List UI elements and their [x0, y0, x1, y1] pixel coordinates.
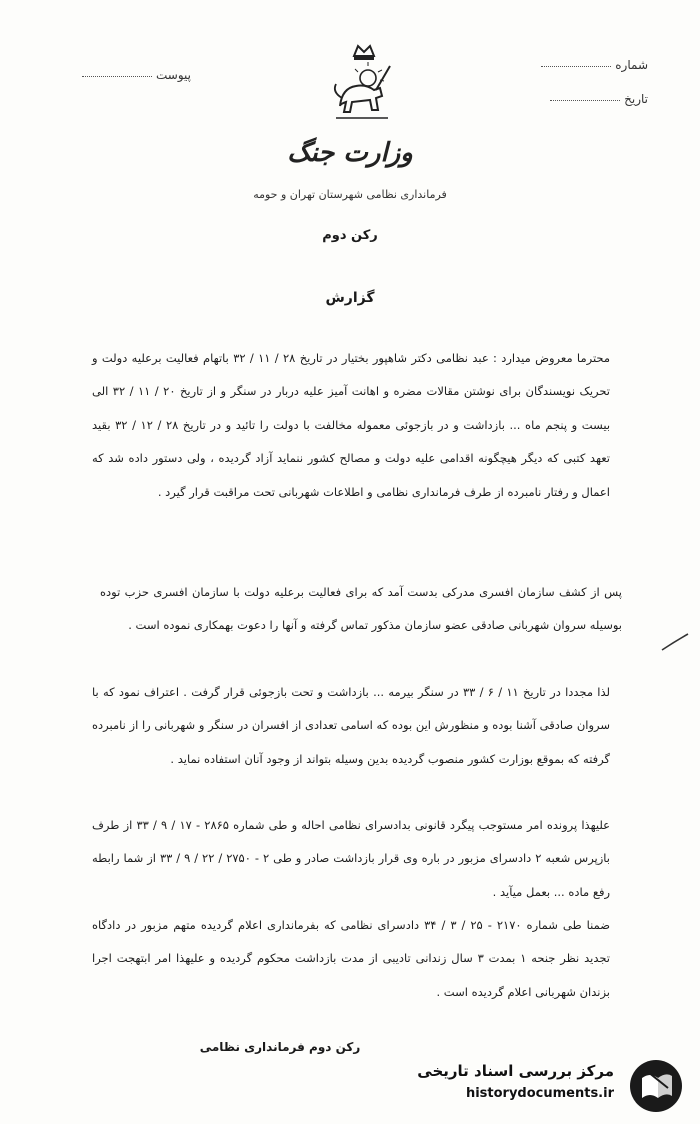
paragraph-1: محترما معروض میدارد : عبد نظامی دکتر شاهپور بختیار در تاریخ ۲۸ / ۱۱ / ۳۲ باتهام فعالیت برعلیه دولت و تحریک نویسندگان برای نوشتن مقالات مضره و اهانت آمیز علیه دربار در سنگر و از تاریخ ۲۰ / ۱۱ / ۳۲ الی بیست و پنجم ماه ... بازداشت و در بازجوئی معموله مخالفت با دولت را تائید و در تاریخ ۲۸ / ۱۲ / ۳۲ بقید تعهد کتبی که دیگر هیچگونه اقدامی علیه دولت و مصالح کشور ننماید آزاد گردیده ، ولی دستور داده شد که اعمال و رفتار نامبرده از طرف فرمانداری نظامی و اطلاعات شهربانی تحت مراقبت قرار گیرد . — [92, 351, 611, 499]
number-label: شماره — [615, 58, 648, 72]
date-field — [546, 92, 648, 106]
attachment-field — [78, 68, 191, 82]
department-name: رکن دوم — [322, 228, 378, 243]
archive-logo-icon — [628, 1058, 684, 1114]
number-blank — [541, 66, 611, 67]
watermark — [408, 1058, 688, 1112]
document-title: گزارش — [325, 290, 375, 306]
paragraph-5: ضمنا طی شماره ۲۱۷۰ - ۲۵ / ۳ / ۳۴ دادسرای نظامی که بفرمانداری اعلام گردیده متهم مزبور در دادگاه تجدید نظر جنحه ۱ بمدت ۳ سال زندانی تادیبی از مدت بازداشت محکوم گردیده و علیهذا امر ابتهجت اجرا بزندان شهربانی اعلام گردیده است . — [92, 918, 611, 999]
attachment-blank — [82, 76, 152, 77]
paragraph-3: لذا مجددا در تاریخ ۱۱ / ۶ / ۳۳ در سنگر بیرمه ... بازداشت و تحت بازجوئی قرار گرفت . اعتراف نمود که با سروان صادقی آشنا بوده و منظورش این بوده که اسامی تعدادی از افسران در سنگر و شهربانی را از نامبرده گرفته که بموقع بوزارت کشور منصوب گردیده بدین وسیله بتواند از وجود آنان استفاده نماید . — [92, 685, 611, 766]
watermark-name: مرکز بررسی اسناد تاریخی — [417, 1062, 614, 1080]
lion-and-sun-emblem-icon — [328, 42, 400, 122]
watermark-url: historydocuments.ir — [465, 1086, 614, 1101]
command-name: فرمانداری نظامی شهرستان تهران و حومه — [253, 188, 447, 201]
number-field — [537, 58, 648, 72]
ministry-name: وزارت جنگ — [287, 138, 413, 168]
margin-pen-mark — [660, 632, 690, 652]
paragraph-2: پس از کشف سازمان افسری مدرکی بدست آمد که برای فعالیت برعلیه دولت با سازمان افسری حزب توده بوسیله سروان شهربانی صادقی عضو سازمان مذکور تماس گرفته و آنها را دعوت بهمکاری نموده است . — [100, 585, 622, 633]
date-label: تاریخ — [624, 92, 648, 106]
date-blank — [550, 100, 620, 101]
paragraph-4: علیهذا پرونده امر مستوجب پیگرد قانونی بدادسرای نظامی احاله و طی شماره ۲۸۶۵ - ۱۷ / ۹ / ۳۳ از طرف بازپرس شعبه ۲ دادسرای مزبور در باره وی قرار بازداشت صادر و طی ۲ - ۲۷۵۰ / ۲۲ / ۹ / ۳۳ از شما رابطه رفع ماده ... بعمل میآید . — [92, 818, 611, 899]
attachment-label: پیوست — [156, 68, 191, 82]
signature-block: رکن دوم فرمانداری نظامی — [199, 1040, 361, 1054]
